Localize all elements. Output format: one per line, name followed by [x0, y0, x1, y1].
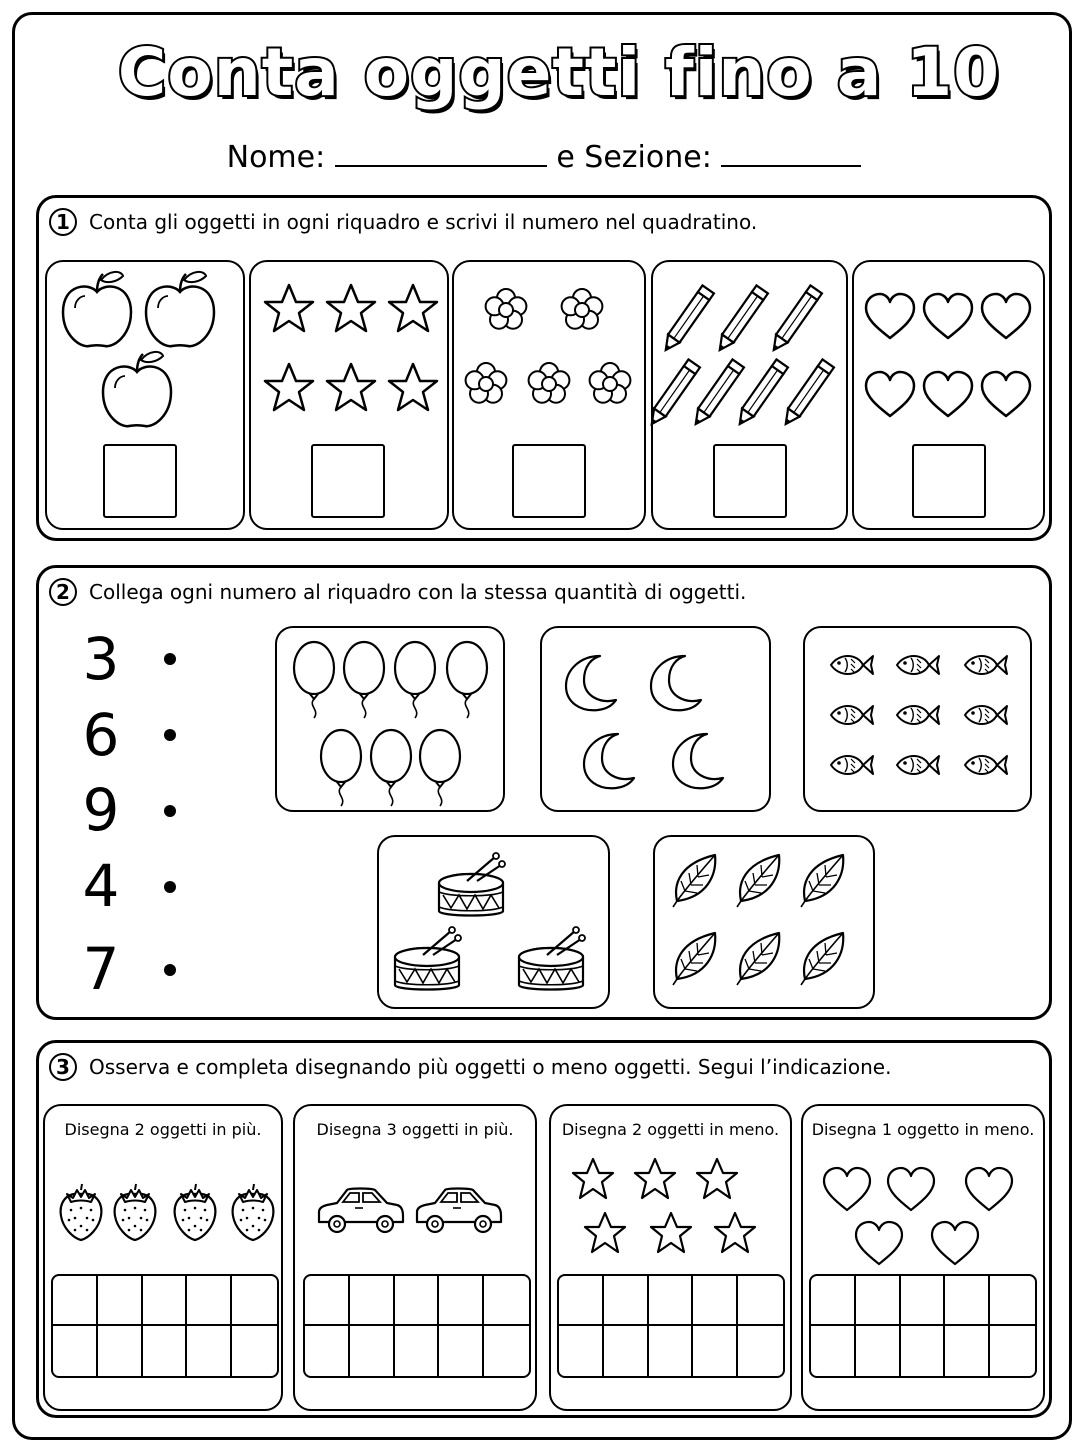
pencil-icon [646, 359, 700, 428]
drawing-grid[interactable] [557, 1274, 785, 1378]
star-icon [715, 1213, 755, 1252]
match-number: 6 [82, 701, 120, 769]
balloon-icon [447, 642, 487, 718]
pencil-icon [768, 285, 822, 354]
match-box-moons[interactable] [540, 626, 771, 812]
star-icon [573, 1159, 613, 1198]
exercise-instruction: Osserva e completa disegnando più oggetti o meno oggetti. Segui l’indicazione. [89, 1055, 892, 1079]
count-box-stars [249, 260, 449, 530]
draw-instruction: Disegna 2 oggetti in meno. [561, 1120, 780, 1139]
leaf-icon-group [655, 837, 877, 1011]
page-title: Conta oggetti fino a 10 [117, 34, 1001, 111]
exercise-instruction: Conta gli oggetti in ogni riquadro e scrivi il numero nel quadratino. [89, 210, 758, 234]
drawing-grid[interactable] [809, 1274, 1037, 1378]
count-box-flowers [452, 260, 646, 530]
heart-icon [924, 372, 972, 416]
moon-icon [651, 656, 701, 710]
draw-card-stars [549, 1104, 792, 1411]
strawberry-icon [61, 1184, 102, 1240]
pencil-icon [714, 285, 768, 354]
draw-card-cars [293, 1104, 537, 1411]
answer-box[interactable] [103, 444, 177, 518]
count-box-apples [45, 260, 245, 530]
apple-icon [146, 272, 214, 346]
count-box-hearts [852, 260, 1045, 530]
drawing-grid[interactable] [303, 1274, 531, 1378]
strawberry-icon [115, 1184, 156, 1240]
star-icon [389, 285, 437, 331]
moon-icon-group [542, 628, 773, 814]
drawing-grid[interactable] [51, 1274, 279, 1378]
heart-icon [888, 1168, 934, 1210]
heart-icon [856, 1222, 902, 1264]
pencil-icon [780, 359, 834, 428]
flower-icon [466, 363, 507, 403]
balloon-icon [420, 730, 460, 806]
match-box-drums[interactable] [377, 835, 610, 1009]
apple-icon [103, 352, 171, 426]
match-number: 9 [82, 776, 120, 844]
balloon-icon [395, 642, 435, 718]
answer-box[interactable] [912, 444, 986, 518]
star-icon [585, 1213, 625, 1252]
exercise-1 [36, 195, 1052, 541]
draw-card-hearts [801, 1104, 1045, 1411]
balloon-icon [344, 642, 384, 718]
section-field[interactable] [721, 141, 861, 167]
balloon-icon-group [277, 628, 507, 814]
match-dot[interactable] [164, 805, 176, 817]
star-icon [327, 364, 375, 410]
exercise-instruction: Collega ogni numero al riquadro con la stessa quantità di oggetti. [89, 580, 747, 604]
pencil-icon [660, 285, 714, 354]
flower-icon [590, 363, 631, 403]
leaf-icon [673, 933, 715, 985]
name-field[interactable] [335, 141, 547, 167]
fish-icon [965, 656, 1007, 674]
fish-icon [965, 756, 1007, 774]
exercise-number: 2 [49, 578, 77, 606]
exercise-2-header [49, 578, 746, 606]
moon-icon [566, 656, 616, 710]
apple-icon [63, 272, 131, 346]
star-icon [265, 285, 313, 331]
leaf-icon [801, 933, 843, 985]
car-icon [417, 1189, 501, 1233]
fish-icon [897, 656, 939, 674]
heart-icon [966, 1168, 1012, 1210]
match-number: 7 [82, 935, 120, 1003]
match-number: 3 [82, 625, 120, 693]
count-box-pencils [651, 260, 848, 530]
draw-card-strawberries [43, 1104, 283, 1411]
answer-box[interactable] [512, 444, 586, 518]
leaf-icon [673, 855, 715, 907]
fish-icon-group [805, 628, 1034, 814]
drum-icon [519, 927, 585, 990]
balloon-icon [294, 642, 334, 718]
match-box-balloons[interactable] [275, 626, 505, 812]
fish-icon [897, 706, 939, 724]
flower-icon [529, 363, 570, 403]
strawberry-icon [175, 1184, 216, 1240]
exercise-2 [36, 565, 1052, 1020]
exercise-3-header [49, 1053, 891, 1081]
name-label: Nome: [226, 140, 326, 175]
heart-icon [866, 294, 914, 338]
exercise-1-header [49, 208, 757, 236]
match-box-fish[interactable] [803, 626, 1032, 812]
match-dot[interactable] [164, 881, 176, 893]
match-number: 4 [82, 852, 120, 920]
drum-icon-group [379, 837, 612, 1011]
fish-icon [831, 656, 873, 674]
fish-icon [897, 756, 939, 774]
star-icon [635, 1159, 675, 1198]
exercise-number: 3 [49, 1053, 77, 1081]
fish-icon [965, 706, 1007, 724]
draw-instruction: Disegna 3 oggetti in più. [316, 1120, 514, 1139]
fish-icon [831, 756, 873, 774]
star-icon [389, 364, 437, 410]
heart-icon [982, 294, 1030, 338]
star-icon [697, 1159, 737, 1198]
balloon-icon [321, 730, 361, 806]
drum-icon [439, 853, 505, 916]
leaf-icon [737, 933, 779, 985]
strawberry-icon [233, 1184, 274, 1240]
draw-instruction: Disegna 1 oggetto in meno. [811, 1120, 1035, 1139]
star-icon [265, 364, 313, 410]
match-dot[interactable] [164, 653, 176, 665]
draw-instruction: Disegna 2 oggetti in più. [64, 1120, 262, 1139]
balloon-icon [371, 730, 411, 806]
moon-icon [584, 734, 634, 788]
heart-icon [982, 372, 1030, 416]
exercise-number: 1 [49, 208, 77, 236]
match-dot[interactable] [164, 964, 176, 976]
name-section-line [0, 140, 1088, 175]
match-box-leaves[interactable] [653, 835, 875, 1009]
heart-icon [824, 1168, 870, 1210]
heart-icon [866, 372, 914, 416]
flower-icon [562, 289, 603, 329]
heart-icon [924, 294, 972, 338]
star-icon [327, 285, 375, 331]
match-dot[interactable] [164, 729, 176, 741]
moon-icon [673, 734, 723, 788]
fish-icon [831, 706, 873, 724]
section-label: e Sezione: [556, 140, 712, 175]
exercise-3 [36, 1040, 1052, 1418]
heart-icon [932, 1222, 978, 1264]
answer-box[interactable] [311, 444, 385, 518]
drum-icon [395, 927, 461, 990]
answer-box[interactable] [713, 444, 787, 518]
car-icon [319, 1189, 403, 1233]
leaf-icon [737, 855, 779, 907]
flower-icon [486, 289, 527, 329]
leaf-icon [801, 855, 843, 907]
star-icon [651, 1213, 691, 1252]
